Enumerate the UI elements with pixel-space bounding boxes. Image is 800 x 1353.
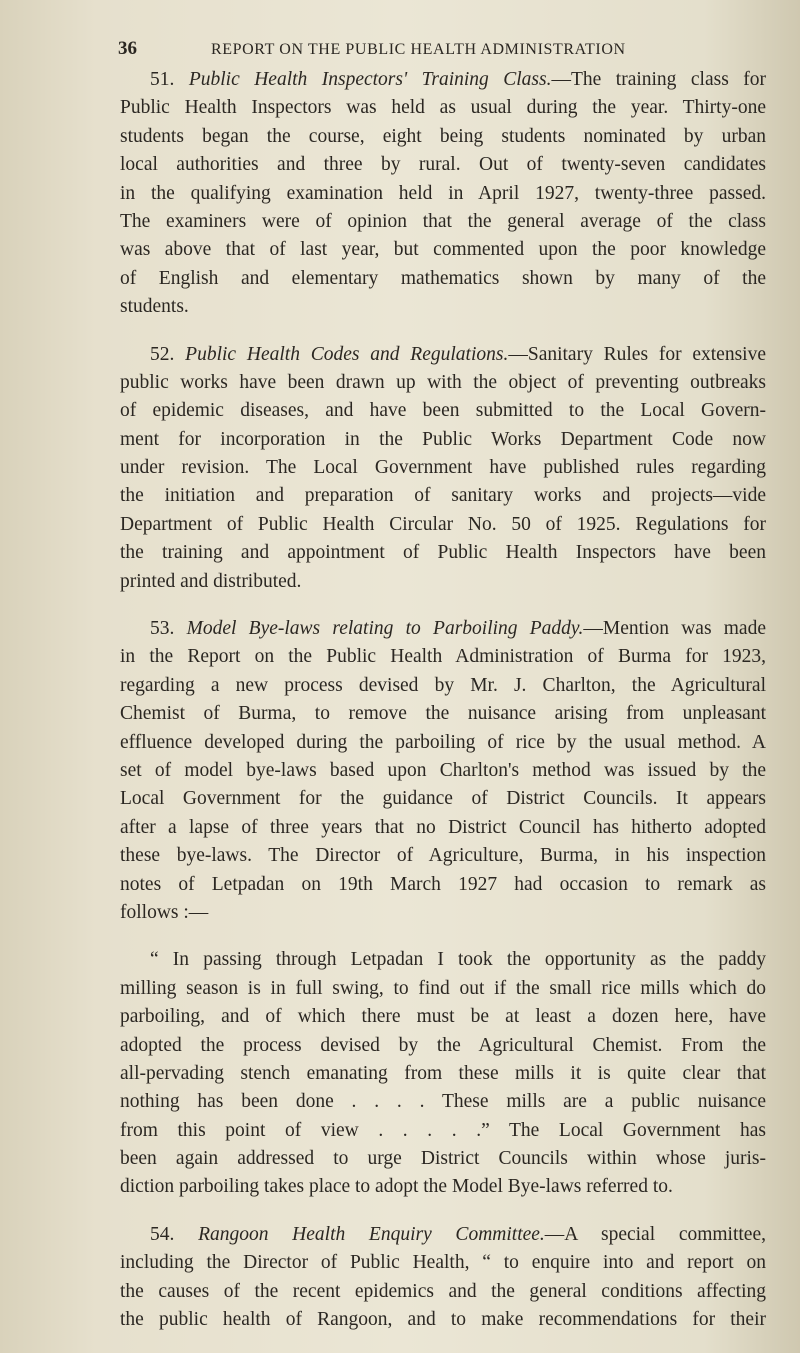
text-line [120,643,766,671]
line-text: public works have been drawn up with the object of preventing outbreaks [120,371,766,393]
text-line [120,208,766,236]
text-line [120,66,766,94]
text-line [120,94,766,122]
line-text: of English and elementary mathematics shown by many of the [120,267,766,289]
text-line [120,1306,766,1334]
line-text: The examiners were of opinion that the general average of the class [120,210,766,232]
text-line [120,482,766,510]
page-body [120,66,766,1353]
text-line [120,1249,766,1277]
text-line [120,842,766,870]
paragraph [120,341,766,597]
line-text: local authorities and three by rural. Out of twenty-seven candidates [120,154,766,176]
text-line [120,369,766,397]
line-text: including the Director of Public Health, “ to enquire into and report on [120,1252,766,1274]
text-line [120,123,766,151]
line-text: the causes of the recent epidemics and the general conditions affecting [120,1280,766,1302]
line-text: set of model bye-laws based upon Charlton's method was issued by the [120,759,766,781]
line-text: effluence developed during the parboiling of rice by the usual method. A [120,731,766,753]
page-number: 36 [118,38,137,59]
text-line [120,236,766,264]
line-text: notes of Letpadan on 19th March 1927 had occasion to remark as [120,873,766,895]
line-text: —A special committee, [544,1223,766,1245]
line-text: parboiling, and of which there must be at least a dozen here, have [120,1006,766,1028]
line-text: —The training class for [551,69,766,90]
line-text: all-pervading stench emanating from these mills it is quite clear that [120,1062,766,1084]
line-text: nothing has been done . . . . These mills are a public nuisance [120,1091,766,1113]
line-text: these bye-laws. The Director of Agriculture, Burma, in his inspection [120,845,766,867]
line-text: Local Government for the guidance of District Councils. It appears [120,788,766,810]
text-line [120,397,766,425]
line-text: adopted the process devised by the Agricultural Chemist. From the [120,1034,766,1056]
paragraph [120,615,766,927]
paragraph [120,1221,766,1335]
text-line [120,814,766,842]
line-text: from this point of view . . . . .” The Local Government has [120,1119,766,1141]
line-text: in the Report on the Public Health Administration of Burma for 1923, [120,646,766,668]
line-text: of epidemic diseases, and have been submitted to the Local Govern- [120,400,766,422]
text-line [120,568,766,596]
text-line [120,1088,766,1116]
text-line [120,180,766,208]
text-line [120,1060,766,1088]
line-text: was above that of last year, but commented upon the poor knowledge [120,239,766,261]
text-line [120,341,766,369]
text-line [120,1278,766,1306]
line-text: the public health of Rangoon, and to make recommendations for their [120,1309,766,1331]
line-text: milling season is in full swing, to find out if the small rice mills which do [120,977,766,999]
line-text: in the qualifying examination held in April 1927, twenty-three passed. [120,182,766,204]
line-text: after a lapse of three years that no District Council has hitherto adopted [120,816,766,838]
paragraph [120,66,766,322]
paragraph-number: 51. [150,69,175,90]
line-text: —Mention was made [583,618,766,640]
paragraph-number: 52. [150,343,175,365]
paragraph-heading: Model Bye-laws relating to Parboiling Paddy. [186,618,584,640]
paragraph-heading: Public Health Codes and Regulations. [185,343,509,365]
line-text: the initiation and preparation of sanitary works and projects—vide [120,485,766,507]
text-line [120,1003,766,1031]
text-line [120,151,766,179]
text-line [120,946,766,974]
line-text: “ In passing through Letpadan I took the opportunity as the paddy [150,949,766,971]
paragraph [120,946,766,1202]
text-line [120,1145,766,1173]
text-line [120,615,766,643]
text-line [120,757,766,785]
text-line [120,539,766,567]
text-line [120,1221,766,1249]
text-line [120,899,766,927]
paragraph-heading: Public Health Inspectors' Training Class. [188,69,552,90]
text-line [120,975,766,1003]
text-line [120,785,766,813]
text-line [120,700,766,728]
text-line [120,1173,766,1201]
text-line [120,454,766,482]
text-line [120,1117,766,1145]
line-text: ment for incorporation in the Public Works Department Code now [120,428,766,450]
line-text: printed and distributed. [120,570,302,592]
page-header [118,38,768,64]
line-text: regarding a new process devised by Mr. J. Charlton, the Agricultural [120,674,766,696]
line-text: Chemist of Burma, to remove the nuisance arising from unpleasant [120,703,766,725]
paragraph-number: 54. [150,1223,175,1245]
paragraph-number: 53. [150,618,175,640]
line-text: diction parboiling takes place to adopt the Model Bye-laws referred to. [120,1176,673,1198]
running-title: REPORT ON THE PUBLIC HEALTH ADMINISTRATION [211,41,626,58]
line-text: under revision. The Local Government have published rules regarding [120,457,766,479]
line-text: follows :— [120,901,209,923]
text-line [120,871,766,899]
line-text: Public Health Inspectors was held as usual during the year. Thirty-one [120,97,766,119]
line-text: Department of Public Health Circular No. 50 of 1925. Regulations for [120,513,766,535]
text-line [120,672,766,700]
text-line [120,293,766,321]
line-text: the training and appointment of Public Health Inspectors have been [120,542,766,564]
text-line [120,1032,766,1060]
text-line [120,265,766,293]
text-line [120,426,766,454]
text-line [120,511,766,539]
text-line [120,729,766,757]
line-text: students began the course, eight being students nominated by urban [120,125,766,147]
line-text: students. [120,296,189,318]
line-text: been again addressed to urge District Councils within whose juris- [120,1148,766,1170]
paragraph-heading: Rangoon Health Enquiry Committee. [198,1223,545,1245]
line-text: —Sanitary Rules for extensive [508,343,766,365]
